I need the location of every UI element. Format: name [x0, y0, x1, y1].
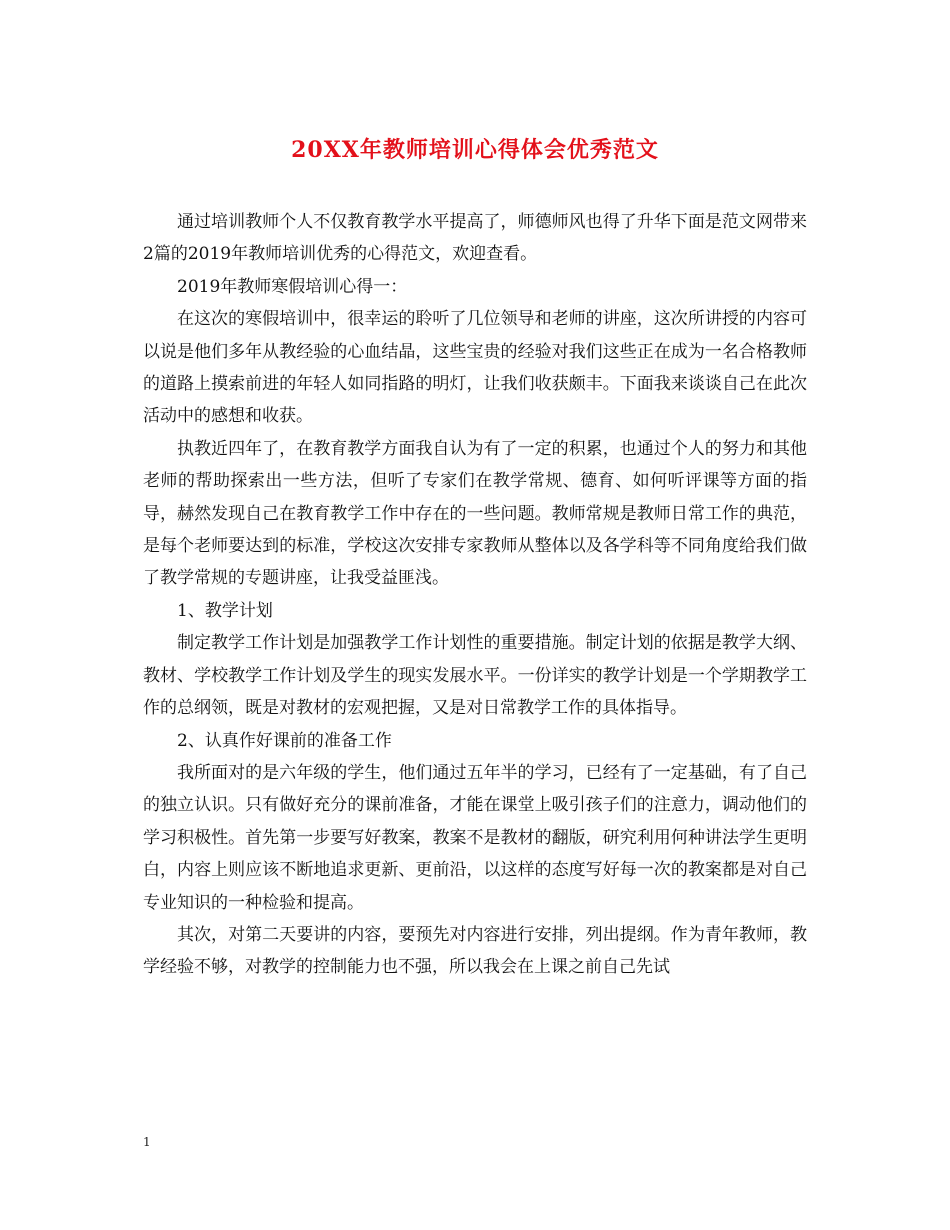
paragraph: 制定教学工作计划是加强教学工作计划性的重要措施。制定计划的依据是教学大纲、教材、学校教学工作计划及学生的现实发展水平。一份详实的教学计划是一个学期教学工作的总纲领，既是对教材的宏观把握，又是对日常教学工作的具体指导。 — [143, 633, 807, 719]
paragraph: 在这次的寒假培训中，很幸运的聆听了几位领导和老师的讲座，这次所讲授的内容可以说是他们多年从教经验的心血结晶，这些宝贵的经验对我们这些正在成为一名合格教师的道路上摸索前进的年轻人如同指路的明灯，让我们收获颇丰。下面我来谈谈自己在此次活动中的感想和收获。 — [143, 309, 807, 427]
document-body — [143, 206, 807, 984]
section-heading: 2019年教师寒假培训心得一： — [177, 276, 408, 297]
paragraph: 执教近四年了，在教育教学方面我自认为有了一定的积累，也通过个人的努力和其他老师的帮助探索出一些方法，但听了专家们在教学常规、德育、如何听评课等方面的指导，赫然发现自己在教育教学工作中存在的一些问题。教师常规是教师日常工作的典范，是每个老师要达到的标准，学校这次安排专家教师从整体以及各学科等不同角度给我们做了教学常规的专题讲座，让我受益匪浅。 — [143, 438, 807, 589]
document-title: 20XX年教师培训心得体会优秀范文 — [291, 137, 659, 163]
list-heading: 2、认真作好课前的准备工作 — [177, 730, 392, 751]
paragraph: 其次，对第二天要讲的内容，要预先对内容进行安排，列出提纲。作为青年教师，教学经验不够，对教学的控制能力也不强，所以我会在上课之前自己先试 — [143, 924, 807, 978]
list-heading: 1、教学计划 — [177, 600, 273, 621]
paragraph-intro: 通过培训教师个人不仅教育教学水平提高了，师德师风也得了升华下面是范文网带来2篇的2019年教师培训优秀的心得范文，欢迎查看。 — [143, 212, 807, 265]
paragraph: 我所面对的是六年级的学生，他们通过五年半的学习，已经有了一定基础，有了自己的独立认识。只有做好充分的课前准备，才能在课堂上吸引孩子们的注意力，调动他们的学习积极性。首先第一步要写好教案，教案不是教材的翻版，研究利用何种讲法学生更明白，内容上则应该不断地追求更新、更前沿，以这样的态度写好每一次的教案都是对自己专业知识的一种检验和提高。 — [143, 762, 807, 913]
page-number: 1 — [143, 1135, 151, 1149]
